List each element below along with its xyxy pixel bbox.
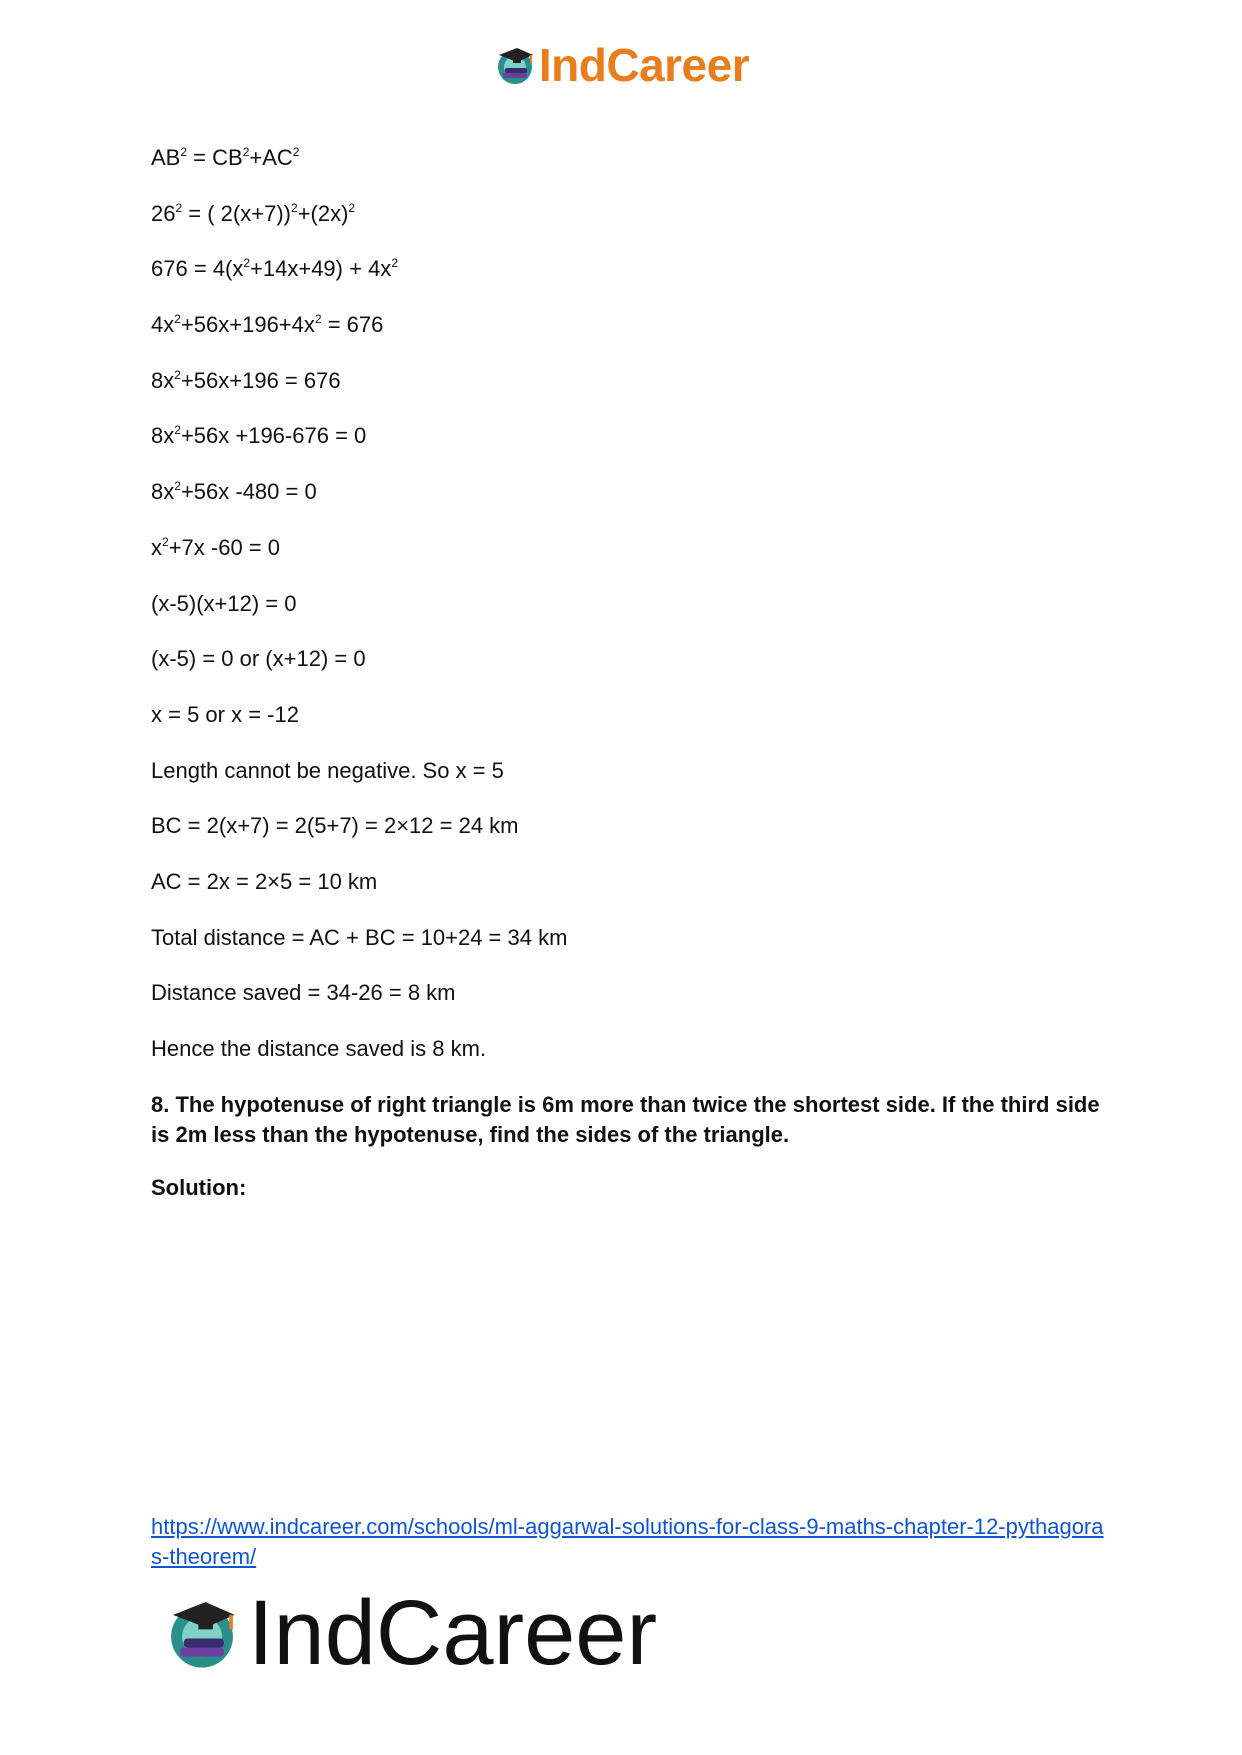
line-text: 26: [151, 200, 176, 226]
line-text: Distance saved = 34-26 = 8 km: [151, 980, 456, 1006]
solution-line: [151, 479, 1091, 505]
solution-line: [151, 256, 1091, 282]
superscript: 2: [175, 200, 183, 215]
superscript: 2: [290, 200, 298, 215]
superscript: 2: [243, 256, 251, 271]
line-text: +56x+196+4x: [180, 312, 315, 338]
solution-line: [151, 423, 1091, 449]
graduation-cap-books-icon: [162, 1593, 242, 1673]
graduation-cap-books-icon: [493, 43, 537, 87]
solution-line: [151, 145, 1091, 171]
line-text: +56x +196-676 = 0: [180, 423, 367, 449]
superscript: 2: [314, 312, 322, 327]
solution-line: [151, 201, 1091, 227]
line-text: +7x -60 = 0: [168, 534, 280, 560]
solution-line: [151, 368, 1091, 394]
superscript: 2: [180, 145, 188, 159]
brand-name: IndCareer: [248, 1582, 658, 1684]
document-body: [151, 145, 1100, 1201]
solution-line: [151, 925, 1091, 951]
line-text: 8x: [151, 423, 175, 449]
superscript: 2: [174, 479, 181, 494]
brand-name: IndCareer: [538, 39, 750, 91]
line-text: AB: [151, 145, 181, 170]
superscript: 2: [292, 145, 300, 159]
line-text: +56x+196 = 676: [180, 367, 341, 393]
line-text: AC = 2x = 2×5 = 10 km: [151, 868, 378, 894]
line-text: Total distance = AC + BC = 10+24 = 34 km: [151, 924, 568, 950]
line-text: Length cannot be negative. So x = 5: [151, 757, 504, 783]
superscript: 2: [391, 256, 398, 271]
solution-label: Solution:: [151, 1174, 247, 1200]
question-8: 8. The hypotenuse of right triangle is 6m more than twice the shortest side. If the third side is 2m less than the hypotenuse, find the sides of the triangle.: [151, 1091, 1100, 1147]
logo: [493, 40, 749, 90]
solution-line: [151, 646, 1091, 672]
line-text: 8x: [151, 367, 175, 393]
line-text: Hence the distance saved is 8 km.: [151, 1036, 487, 1061]
solution-line: [151, 1036, 1091, 1062]
line-text: BC = 2(x+7) = 2(5+7) = 2×12 = 24 km: [151, 813, 519, 839]
footer-logo: [162, 1583, 657, 1683]
superscript: 2: [162, 534, 169, 549]
superscript: 2: [242, 145, 250, 159]
solution-line: [151, 758, 1091, 784]
superscript: 2: [174, 423, 181, 438]
solution-line: [151, 813, 1091, 839]
line-text: +56x -480 = 0: [180, 479, 317, 505]
line-text: (x-5) = 0 or (x+12) = 0: [151, 646, 366, 672]
line-text: +14x+49) + 4x: [250, 256, 392, 282]
superscript: 2: [174, 312, 181, 327]
line-text: = ( 2(x+7)): [182, 200, 291, 226]
solution-line: [151, 312, 1091, 338]
source-link[interactable]: https://www.indcareer.com/schools/ml-aggarwal-solutions-for-class-9-maths-chapter-12-pythagoras-theorem/: [151, 1514, 1104, 1569]
superscript: 2: [174, 367, 181, 382]
line-text: = 676: [321, 312, 384, 338]
line-text: = CB: [187, 145, 243, 170]
line-text: +(2x): [297, 200, 349, 226]
line-text: x = 5 or x = -12: [151, 701, 299, 727]
solution-line: [151, 535, 1091, 561]
line-text: x: [151, 534, 162, 560]
line-text: 676 = 4(x: [151, 256, 244, 282]
line-text: 4x: [151, 312, 175, 338]
solution-line: [151, 980, 1091, 1006]
solution-steps: [151, 145, 1091, 1062]
superscript: 2: [348, 200, 356, 215]
header-logo: [0, 40, 1242, 90]
solution-line: [151, 591, 1091, 617]
solution-line: [151, 702, 1091, 728]
solution-line: [151, 869, 1091, 895]
line-text: +AC: [249, 145, 293, 170]
line-text: (x-5)(x+12) = 0: [151, 590, 297, 616]
line-text: 8x: [151, 479, 175, 505]
